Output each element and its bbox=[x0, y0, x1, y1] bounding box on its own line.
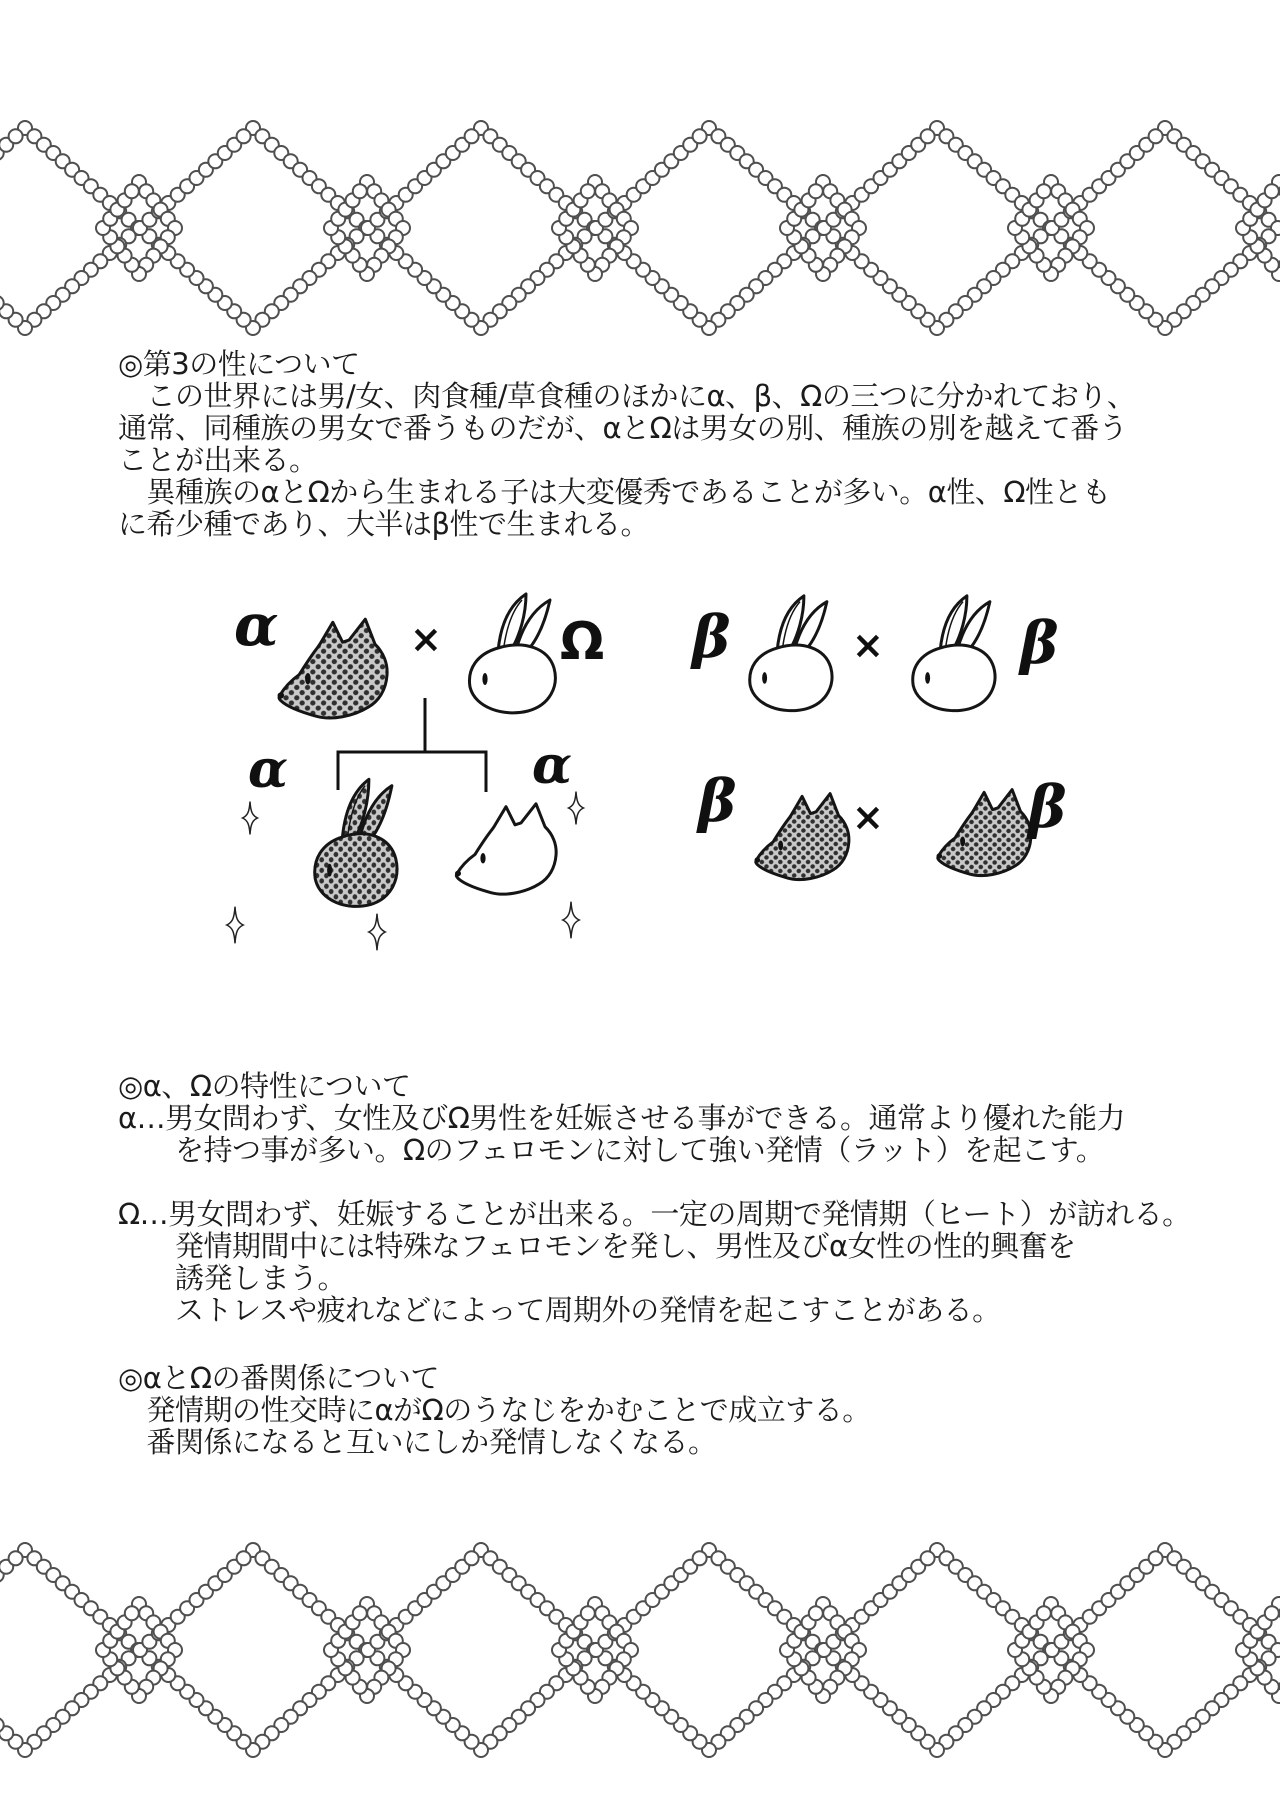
wolf-nose bbox=[755, 857, 761, 862]
border-bead bbox=[9, 1551, 23, 1565]
border-bead bbox=[1037, 1606, 1051, 1620]
sparkle-icon bbox=[563, 902, 580, 939]
sparkle-icon bbox=[227, 907, 244, 944]
rabbit-omega-parent-icon bbox=[469, 594, 555, 713]
section-alpha-omega-traits bbox=[118, 1070, 1191, 1326]
border-bead bbox=[237, 1551, 251, 1565]
cross-symbol: × bbox=[410, 617, 442, 661]
rabbit-eye bbox=[925, 672, 930, 684]
body-line: α…男女問わず、女性及びΩ男性を妊娠させる事ができる。通常より優れた能力 bbox=[118, 1101, 1125, 1135]
wolf-nose bbox=[278, 692, 284, 698]
body-line: ストレスや疲れなどによって周期外の発情を起こすことがある。 bbox=[118, 1293, 1001, 1327]
beaded-diamond-border-top bbox=[0, 0, 1280, 340]
section-heading: ◎第3の性について bbox=[118, 347, 360, 381]
border-bead bbox=[353, 1606, 367, 1620]
rabbit-eye bbox=[762, 672, 767, 684]
beta-label-rabbit-left: β bbox=[692, 603, 731, 671]
border-bead bbox=[237, 129, 251, 143]
body-line: を持つ事が多い。Ωのフェロモンに対して強い発情（ラット）を起こす。 bbox=[118, 1133, 1105, 1167]
body-line: 発情期間中には特殊なフェロモンを発し、男性及びα女性の性的興奮を bbox=[118, 1229, 1076, 1263]
beta-label-wolf-left: β bbox=[698, 767, 737, 835]
rabbit-beta-right-icon bbox=[913, 596, 995, 711]
border-bead bbox=[125, 1606, 139, 1620]
rabbit-eye bbox=[482, 673, 487, 685]
body-line bbox=[118, 1166, 1191, 1198]
body-line: Ω…男女問わず、妊娠することが出来る。一定の周期で発情期（ヒート）が訪れる。 bbox=[118, 1197, 1191, 1231]
body-line: 異種族のαとΩから生まれる子は大変優秀であることが多い。α性、Ω性とも bbox=[118, 475, 1111, 509]
border-bead bbox=[9, 129, 23, 143]
cross-symbol: × bbox=[852, 795, 884, 839]
wolf-alpha-child-icon bbox=[455, 804, 556, 894]
beaded-diamond-border-bottom bbox=[0, 1538, 1280, 1817]
body-line: 通常、同種族の男女で番うものだが、αとΩは男女の別、種族の別を越えて番う bbox=[118, 411, 1128, 445]
border-bead bbox=[125, 184, 139, 198]
alpha-label-child-1: α bbox=[248, 739, 289, 800]
alpha-label-parent: α bbox=[234, 591, 279, 659]
omega-label-parent: Ω bbox=[560, 612, 605, 672]
rabbit-eye bbox=[327, 864, 332, 877]
border-bead bbox=[581, 1606, 595, 1620]
border-bead bbox=[693, 129, 707, 143]
section-pair-bond bbox=[118, 1362, 871, 1458]
sparkle-icon bbox=[369, 914, 386, 951]
border-bead bbox=[353, 184, 367, 198]
beta-label-rabbit-right: β bbox=[1020, 609, 1059, 677]
body-line: 発情期の性交時にαがΩのうなじをかむことで成立する。 bbox=[118, 1393, 871, 1427]
body-line: ことが出来る。 bbox=[118, 443, 318, 477]
alpha-label-child-2: α bbox=[532, 735, 573, 796]
border-bead bbox=[1037, 184, 1051, 198]
wolf-nose bbox=[455, 871, 461, 877]
border-bead bbox=[1265, 184, 1279, 198]
border-bead bbox=[809, 184, 823, 198]
body-line: この世界には男/女、肉食種/草食種のほかにα、β、Ωの三つに分かれており、 bbox=[118, 379, 1136, 413]
sparkle-icon bbox=[243, 802, 258, 835]
border-bead bbox=[1149, 1551, 1163, 1565]
border-bead bbox=[693, 1551, 707, 1565]
section-third-sex bbox=[118, 348, 1135, 540]
border-bead bbox=[921, 129, 935, 143]
wolf-eye bbox=[778, 840, 783, 850]
body-line: 誘発しまう。 bbox=[118, 1261, 347, 1295]
border-bead bbox=[465, 129, 479, 143]
breeding-diagram bbox=[0, 560, 1280, 980]
sparkle-icon bbox=[569, 792, 584, 825]
wolf-eye bbox=[480, 853, 485, 864]
border-bead bbox=[465, 1551, 479, 1565]
section-heading: ◎αとΩの番関係について bbox=[118, 1361, 440, 1395]
body-line: に希少種であり、大半はβ性で生まれる。 bbox=[118, 507, 650, 541]
border-bead bbox=[581, 184, 595, 198]
wolf-eye bbox=[305, 673, 311, 684]
cross-symbol: × bbox=[852, 623, 884, 667]
wolf-eye bbox=[960, 836, 965, 846]
wolf-beta-right-icon bbox=[937, 790, 1031, 876]
wolf-beta-left-icon bbox=[755, 794, 849, 880]
wolf-alpha-parent-icon bbox=[278, 619, 388, 718]
border-bead bbox=[1149, 129, 1163, 143]
body-line: 番関係になると互いにしか発情しなくなる。 bbox=[118, 1425, 717, 1459]
rabbit-beta-left-icon bbox=[750, 596, 832, 711]
beta-label-wolf-right: β bbox=[1028, 773, 1067, 841]
wolf-nose bbox=[937, 853, 943, 858]
section-heading: ◎α、Ωの特性について bbox=[118, 1069, 411, 1103]
border-bead bbox=[809, 1606, 823, 1620]
border-bead bbox=[921, 1551, 935, 1565]
rabbit-alpha-child-icon bbox=[315, 779, 397, 906]
border-bead bbox=[1265, 1606, 1279, 1620]
